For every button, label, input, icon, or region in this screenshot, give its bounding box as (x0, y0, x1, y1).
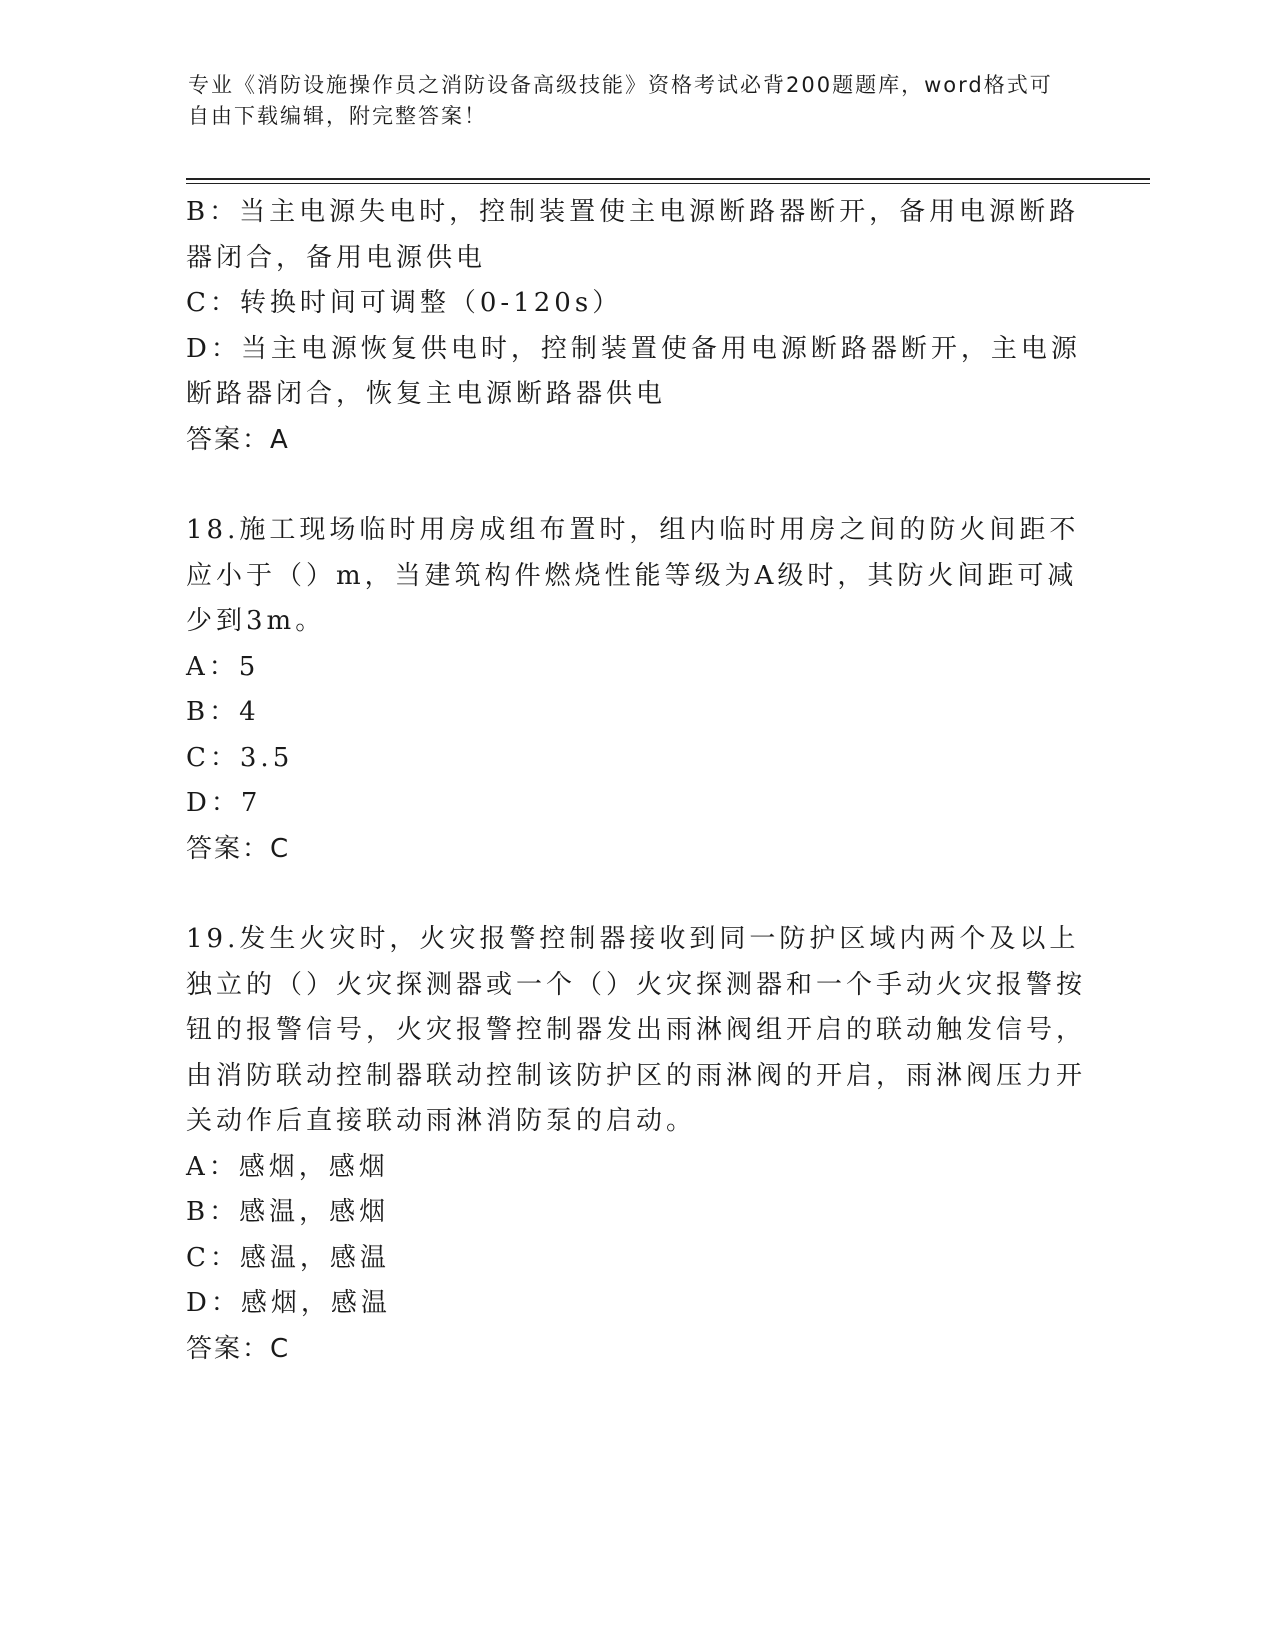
answer-line: 答案：C (186, 1333, 291, 1364)
spacer (186, 463, 1086, 508)
option-c: C：转换时间可调整（0-120s） (186, 288, 623, 318)
question-18 (186, 508, 1086, 872)
option-c: C：感温，感温 (186, 1242, 390, 1273)
document-body (186, 190, 1086, 1372)
question-stem: 19.发生火灾时，火灾报警控制器接收到同一防护区域内两个及以上独立的（）火灾探测器或一个（）火灾探测器和一个手动火灾报警按钮的报警信号，火灾报警控制器发出雨淋阀组开启的联动触发信号，由消防联动控制器联动控制该防护区的雨淋阀的开启，雨淋阀压力开关动作后直接联动雨淋消防泵的启动。 (186, 924, 1087, 1136)
option-b: B：感温，感烟 (186, 1197, 390, 1227)
answer-line: 答案：A (186, 424, 290, 455)
question-stem: 18.施工现场临时用房成组布置时，组内临时用房之间的防火间距不应小于（）m，当建筑构件燃烧性能等级为A级时，其防火间距可减少到3m。 (186, 515, 1080, 636)
answer-line: 答案：C (186, 833, 291, 864)
option-c: C：3.5 (186, 742, 294, 773)
option-b: B：4 (186, 697, 260, 727)
option-d: D：感烟，感温 (186, 1288, 391, 1318)
question-19 (186, 917, 1086, 1372)
option-a: A：感烟，感烟 (186, 1151, 389, 1182)
option-d: D：7 (186, 788, 262, 818)
option-a: A：5 (186, 651, 260, 682)
spacer (186, 872, 1086, 917)
header-divider-thick (186, 178, 1150, 180)
option-d: D：当主电源恢复供电时，控制装置使备用电源断路器断开，主电源断路器闭合，恢复主电源断路器供电 (186, 333, 1081, 409)
header-divider-thin (186, 183, 1150, 184)
option-b: B：当主电源失电时，控制装置使主电源断路器断开，备用电源断路器闭合，备用电源供电 (186, 197, 1080, 273)
document-header: 专业《消防设施操作员之消防设备高级技能》资格考试必背200题题库，word格式可自由下载编辑，附完整答案！ (188, 73, 1053, 128)
question-17-continued (186, 190, 1086, 463)
